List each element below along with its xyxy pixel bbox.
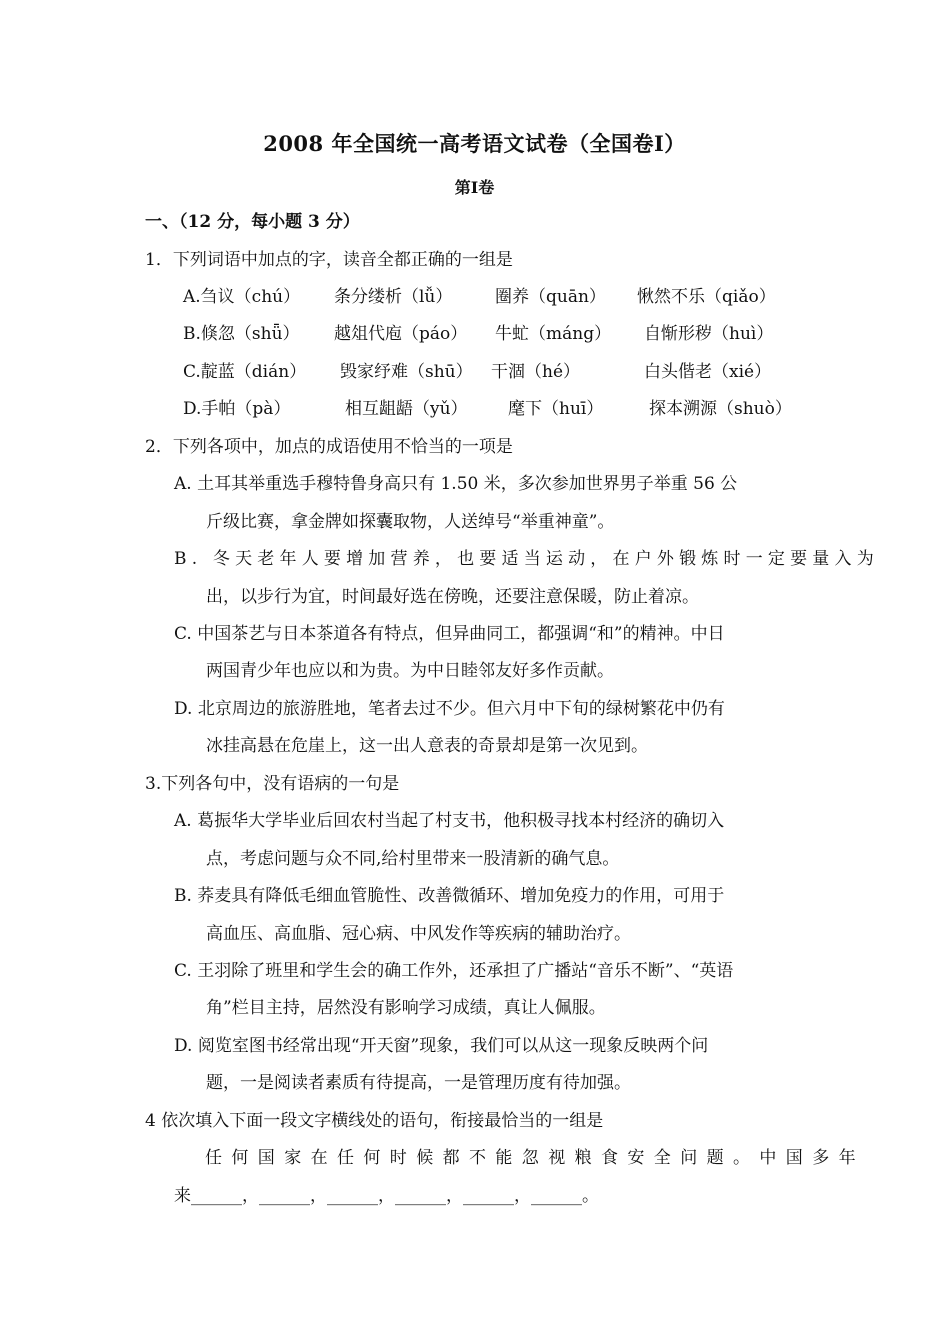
q2-stem: 2．下列各项中，加点的成语使用不恰当的一项是 bbox=[145, 437, 513, 457]
q2-option-d: D. 北京周边的旅游胜地，笔者去过不少。但六月中下旬的绿树繁花中仍有 bbox=[174, 699, 725, 719]
q4-stem: 4 依次填入下面一段文字横线处的语句，衔接最恰当的一组是 bbox=[145, 1111, 604, 1131]
q3-option-a: A. 葛振华大学毕业后回农村当起了村支书，他积极寻找本村经济的确切入 bbox=[174, 811, 725, 831]
q1-option-b-1: B.倏忽（shǖ） bbox=[183, 324, 300, 344]
q1-option-b-3: 牛虻（máng） bbox=[495, 324, 612, 344]
q1-option-d-2: 相互龃龉（yǔ） bbox=[345, 399, 468, 419]
q1-option-d-1: D.手帕（pà） bbox=[183, 399, 291, 419]
q2-option-b: B. 冬天老年人要增加营养，也要适当运动，在户外锻炼时一定要量入为 bbox=[174, 549, 879, 569]
q1-option-b-4: 自惭形秽（huì） bbox=[644, 324, 774, 344]
q1-stem: 1．下列词语中加点的字，读音全都正确的一组是 bbox=[145, 250, 513, 270]
q4-passage: 任何国家在任何时候都不能忽视粮食安全问题。中国多年 bbox=[205, 1148, 865, 1168]
q3-option-c-cont: 角”栏目主持，居然没有影响学习成绩，真让人佩服。 bbox=[206, 998, 606, 1018]
q1-option-a-2: 条分缕析（lǚ） bbox=[334, 287, 453, 307]
q1-option-c-4: 白头偕老（xié） bbox=[644, 362, 772, 382]
q2-option-d-cont: 冰挂高悬在危崖上，这一出人意表的奇景却是第一次见到。 bbox=[206, 736, 648, 756]
q3-option-b-cont: 高血压、高血脂、冠心病、中风发作等疾病的辅助治疗。 bbox=[206, 924, 631, 944]
q2-option-b-cont: 出，以步行为宜，时间最好选在傍晚，还要注意保暖，防止着凉。 bbox=[206, 587, 699, 607]
q1-option-d-3: 麾下（huī） bbox=[508, 399, 604, 419]
q3-option-d: D. 阅览室图书经常出现“开天窗”现象，我们可以从这一现象反映两个问 bbox=[174, 1036, 709, 1056]
q4-blanks: 来______，______，______，______，______，______。 bbox=[174, 1186, 599, 1206]
paper-subtitle: 第I卷 bbox=[454, 178, 495, 197]
q3-option-c: C. 王羽除了班里和学生会的确工作外，还承担了广播站“音乐不断”、“英语 bbox=[174, 961, 734, 981]
q1-option-a-3: 圈养（quān） bbox=[495, 287, 606, 307]
q3-option-a-cont: 点，考虑问题与众不同,给村里带来一股清新的确气息。 bbox=[206, 849, 620, 869]
q2-option-a-cont: 斤级比赛，拿金牌如探囊取物，人送绰号“举重神童”。 bbox=[206, 512, 615, 532]
q1-option-a-4: 愀然不乐（qiǎo） bbox=[637, 287, 776, 307]
q1-option-b-2: 越俎代庖（páo） bbox=[334, 324, 468, 344]
q2-option-c-cont: 两国青少年也应以和为贵。为中日睦邻友好多作贡献。 bbox=[206, 661, 614, 681]
q1-option-a-1: A.刍议（chú） bbox=[183, 287, 301, 307]
q1-option-c-3: 干涸（hé） bbox=[491, 362, 581, 382]
q1-option-d-4: 探本溯源（shuò） bbox=[649, 399, 792, 419]
page-title: 2008 年全国统一高考语文试卷（全国卷I） bbox=[263, 131, 686, 156]
q1-option-c-2: 毁家纾难（shū） bbox=[340, 362, 473, 382]
q2-option-c: C. 中国茶艺与日本茶道各有特点，但异曲同工，都强调“和”的精神。中日 bbox=[174, 624, 725, 644]
q2-option-a: A. 土耳其举重选手穆特鲁身高只有 1.50 米，多次参加世界男子举重 56 公 bbox=[174, 474, 738, 494]
q3-option-d-cont: 题，一是阅读者素质有待提高，一是管理历度有待加强。 bbox=[206, 1073, 631, 1093]
q1-option-c-1: C.靛蓝（dián） bbox=[183, 362, 307, 382]
q3-option-b: B. 荞麦具有降低毛细血管脆性、改善微循环、增加免疫力的作用，可用于 bbox=[174, 886, 725, 906]
section-heading: 一、（12 分，每小题 3 分） bbox=[145, 212, 360, 232]
q3-stem: 3.下列各句中，没有语病的一句是 bbox=[145, 774, 400, 794]
